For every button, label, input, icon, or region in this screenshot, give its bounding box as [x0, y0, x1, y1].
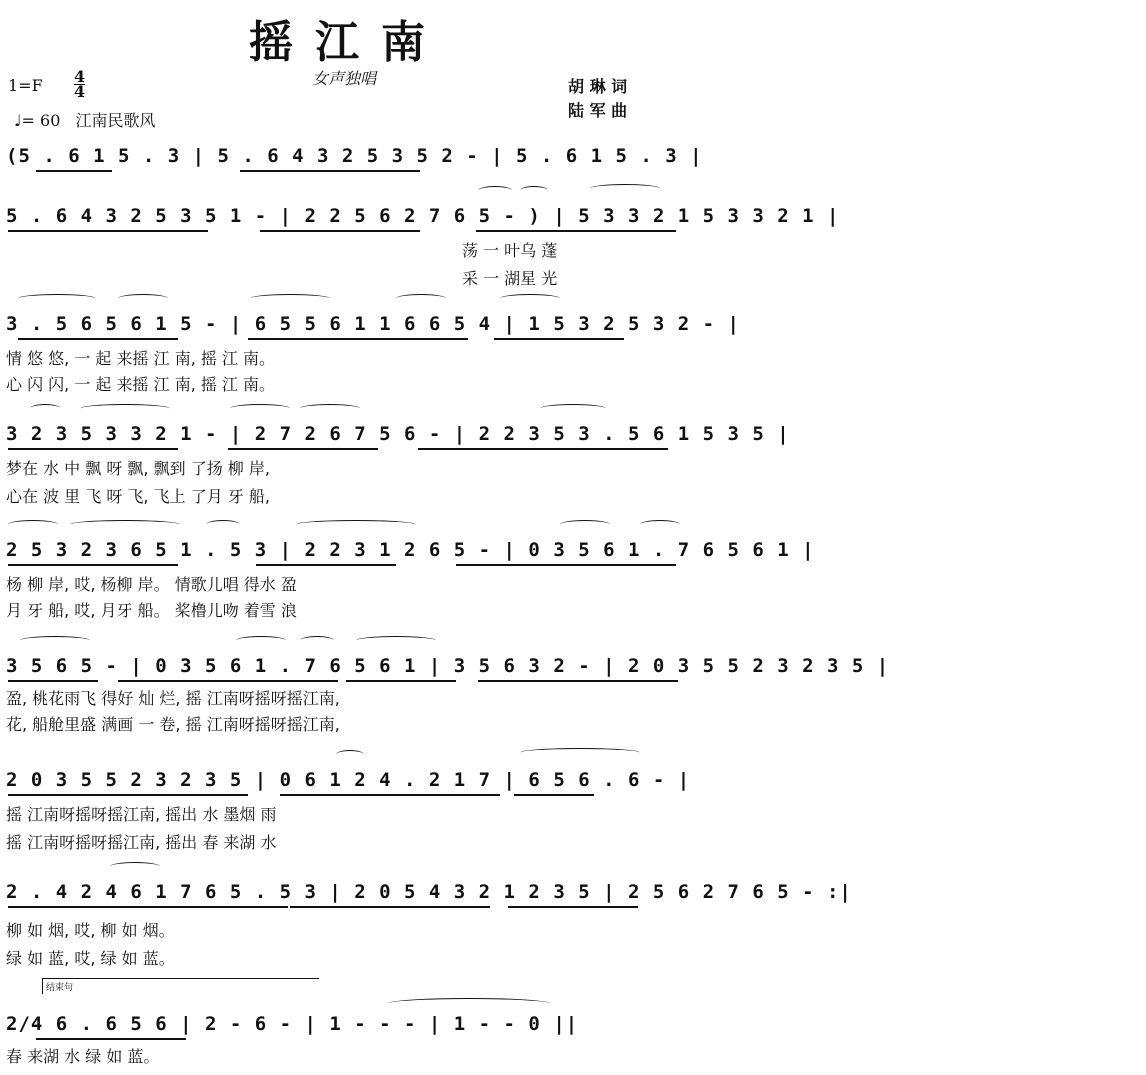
- beam: [228, 448, 378, 450]
- lyric-verse-2: 绿 如 蓝, 哎, 绿 如 蓝。: [6, 949, 175, 968]
- beam: [8, 564, 178, 566]
- slur: [500, 294, 560, 303]
- beam: [418, 448, 668, 450]
- slur: [80, 404, 170, 413]
- slur: [300, 636, 334, 645]
- lyric-verse-2: 花, 船舱里盛 满画 一 卷, 摇 江南呀摇呀摇江南,: [6, 715, 340, 734]
- lyric-verse-2: 采 一 湖星 光: [462, 269, 558, 288]
- slur: [236, 636, 286, 645]
- time-top: 4: [74, 67, 86, 86]
- performance-label: 女声独唱: [312, 69, 377, 88]
- beam: [494, 338, 624, 340]
- lyric-verse-2: 月 牙 船, 哎, 月牙 船。 桨橹儿吻 着雪 浪: [6, 601, 297, 620]
- beam: [18, 338, 178, 340]
- slur: [30, 404, 60, 413]
- key-label: 1=F: [8, 76, 43, 95]
- notes-line: 2 5 3 2 3 6 5 1 . 5 3 | 2 2 3 1 2 6 5 - | 0 3 5 6 1 . 7 6 5 6 1 |: [6, 539, 815, 561]
- notes-line: 3 5 6 5 - | 0 3 5 6 1 . 7 6 5 6 1 | 3 5 6 3 2 - | 2 0 3 5 5 2 3 2 3 5 |: [6, 655, 890, 677]
- beam: [478, 680, 678, 682]
- slur: [110, 862, 160, 871]
- beam: [456, 564, 676, 566]
- tempo-marking: [14, 108, 156, 131]
- slur: [520, 186, 548, 195]
- lyricist: 胡 琳 词: [568, 77, 628, 96]
- beam: [8, 794, 248, 796]
- slur: [300, 404, 360, 413]
- beam: [8, 906, 288, 908]
- slur: [206, 520, 240, 529]
- tempo: ♩= 60: [14, 111, 61, 130]
- slur: [230, 404, 290, 413]
- slur: [8, 520, 58, 529]
- slur: [560, 520, 610, 529]
- lyric-verse-1: 梦在 水 中 飘 呀 飘, 飘到 了扬 柳 岸,: [6, 459, 270, 478]
- notes-line: 2 . 4 2 4 6 1 7 6 5 . 5 3 | 2 0 5 4 3 2 1 2 3 5 | 2 5 6 2 7 6 5 - :|: [6, 881, 852, 903]
- time-signature: [74, 67, 86, 101]
- slur: [20, 636, 90, 645]
- notes-line: 2/4 6 . 6 5 6 | 2 - 6 - | 1 - - - | 1 - - 0 ||: [6, 1013, 579, 1035]
- slur: [70, 520, 180, 529]
- beam: [8, 448, 178, 450]
- notes-line: 3 2 3 5 3 3 2 1 - | 2 7 2 6 7 5 6 - | 2 2 3 5 3 . 5 6 1 5 3 5 |: [6, 423, 790, 445]
- lyric-ending: 春 来湖 水 绿 如 蓝。: [6, 1047, 160, 1066]
- beam: [476, 230, 676, 232]
- slur: [478, 186, 512, 195]
- slur: [540, 404, 606, 413]
- ending-bracket: [42, 978, 319, 994]
- slur: [296, 520, 416, 529]
- lyric-verse-1: 荡 一 叶乌 蓬: [462, 241, 558, 260]
- lyric-verse-2: 心在 波 里 飞 呀 飞, 飞上 了月 牙 船,: [6, 487, 270, 506]
- beam: [248, 338, 468, 340]
- beam: [508, 906, 638, 908]
- time-bottom: 4: [74, 82, 86, 101]
- lyric-verse-1: 杨 柳 岸, 哎, 杨柳 岸。 情歌儿唱 得水 盈: [6, 575, 297, 594]
- lyric-verse-1: 柳 如 烟, 哎, 柳 如 烟。: [6, 921, 175, 940]
- composer: 陆 军 曲: [568, 101, 628, 120]
- beam: [8, 230, 208, 232]
- beam: [118, 680, 338, 682]
- beam: [36, 170, 112, 172]
- notes-line: 5 . 6 4 3 2 5 3 5 1 - | 2 2 5 6 2 7 6 5 - ) | 5 3 3 2 1 5 3 3 2 1 |: [6, 205, 840, 227]
- beam: [8, 680, 98, 682]
- beam: [36, 1038, 186, 1040]
- beam: [290, 906, 490, 908]
- beam: [256, 564, 396, 566]
- beam: [240, 170, 420, 172]
- beam: [346, 680, 456, 682]
- slur: [640, 520, 680, 529]
- notes-line: 3 . 5 6 5 6 1 5 - | 6 5 5 6 1 1 6 6 5 4 | 1 5 3 2 5 3 2 - |: [6, 313, 740, 335]
- slur: [18, 294, 96, 303]
- slur: [118, 294, 168, 303]
- lyric-verse-1: 情 悠 悠, 一 起 来摇 江 南, 摇 江 南。: [6, 349, 276, 368]
- beam: [280, 794, 500, 796]
- lyric-verse-1: 摇 江南呀摇呀摇江南, 摇出 水 墨烟 雨: [6, 805, 277, 824]
- lyric-verse-1: 盈, 桃花雨飞 得好 灿 烂, 摇 江南呀摇呀摇江南,: [6, 689, 340, 708]
- lyric-verse-2: 心 闪 闪, 一 起 来摇 江 南, 摇 江 南。: [6, 375, 276, 394]
- slur: [356, 636, 436, 645]
- notes-line: (5 . 6 1 5 . 3 | 5 . 6 4 3 2 5 3 5 2 - | 5 . 6 1 5 . 3 |: [6, 145, 703, 167]
- lyric-verse-2: 摇 江南呀摇呀摇江南, 摇出 春 来湖 水: [6, 833, 277, 852]
- slur: [336, 750, 364, 759]
- beam: [260, 230, 420, 232]
- style-label: 江南民歌风: [75, 111, 156, 130]
- slur: [396, 294, 446, 303]
- slur: [590, 184, 660, 193]
- song-title: 摇江南: [249, 17, 447, 68]
- notes-line: 2 0 3 5 5 2 3 2 3 5 | 0 6 1 2 4 . 2 1 7 | 6 5 6 . 6 - |: [6, 769, 691, 791]
- key-signature: [8, 76, 43, 95]
- slur: [520, 748, 640, 757]
- slur: [250, 294, 330, 303]
- beam: [514, 794, 594, 796]
- ending-label: 结束句: [46, 983, 74, 993]
